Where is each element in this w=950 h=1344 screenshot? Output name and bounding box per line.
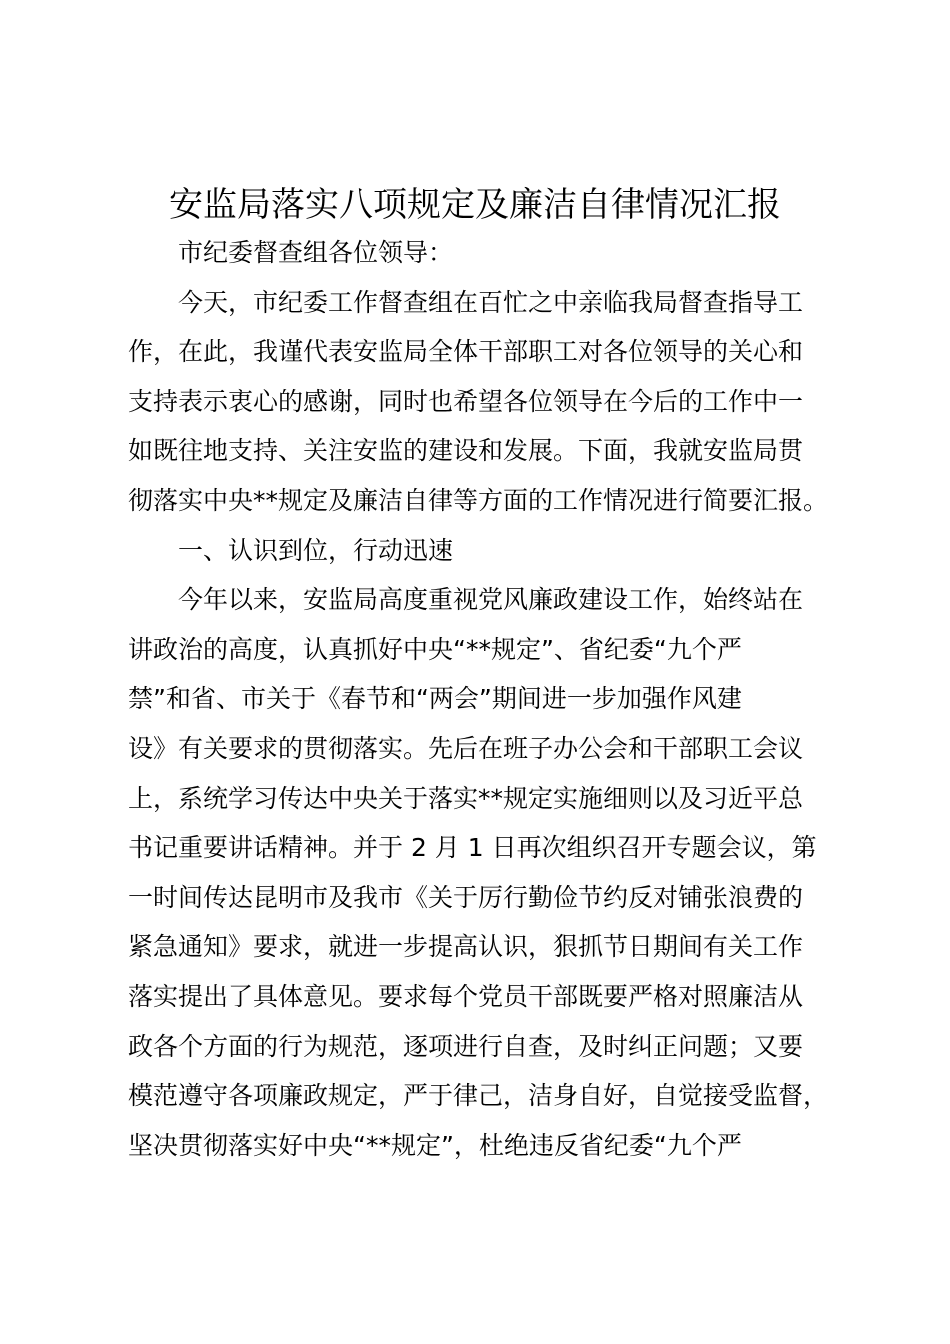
- document-title: 安监局落实八项规定及廉洁自律情况汇报: [169, 185, 781, 225]
- paragraph-line: 上，系统学习传达中央关于落实**规定实施细则以及习近平总: [128, 783, 804, 813]
- section-heading: 一、认识到位，行动迅速: [178, 535, 454, 565]
- paragraph-line: 如既往地支持、关注安监的建设和发展。下面，我就安监局贯: [128, 436, 804, 466]
- paragraph-line: 坚决贯彻落实好中央“**规定”，杜绝违反省纪委“九个严: [128, 1130, 742, 1160]
- paragraph-line: 今年以来，安监局高度重视党风廉政建设工作，始终站在: [178, 585, 804, 615]
- paragraph-line: 书记重要讲话精神。并于 2 月 1 日再次组织召开专题会议，第: [128, 833, 817, 863]
- paragraph-line: 设》有关要求的贯彻落实。先后在班子办公会和干部职工会议: [128, 733, 804, 763]
- paragraph-line: 禁”和省、市关于《春节和“两会”期间进一步加强作风建: [128, 684, 742, 714]
- paragraph-line: 紧急通知》要求，就进一步提高认识，狠抓节日期间有关工作: [128, 932, 804, 962]
- paragraph-line: 彻落实中央**规定及廉洁自律等方面的工作情况进行简要汇报。: [128, 485, 829, 515]
- paragraph-line: 落实提出了具体意见。要求每个党员干部既要严格对照廉洁从: [128, 981, 804, 1011]
- document-body: [128, 228, 833, 1170]
- paragraph-line: 今天，市纪委工作督查组在百忙之中亲临我局督查指导工: [178, 287, 804, 317]
- paragraph-line: 一时间传达昆明市及我市《关于厉行勤俭节约反对铺张浪费的: [128, 882, 804, 912]
- paragraph-line: 政各个方面的行为规范，逐项进行自查，及时纠正问题；又要: [128, 1031, 804, 1061]
- paragraph-line: 支持表示衷心的感谢，同时也希望各位领导在今后的工作中一: [128, 386, 804, 416]
- paragraph-line: 讲政治的高度，认真抓好中央“**规定”、省纪委“九个严: [128, 634, 742, 664]
- paragraph-line: 作，在此，我谨代表安监局全体干部职工对各位领导的关心和: [128, 337, 804, 367]
- salutation: 市纪委督查组各位领导：: [178, 238, 454, 267]
- paragraph-line: 模范遵守各项廉政规定，严于律己，洁身自好，自觉接受监督，: [128, 1081, 829, 1111]
